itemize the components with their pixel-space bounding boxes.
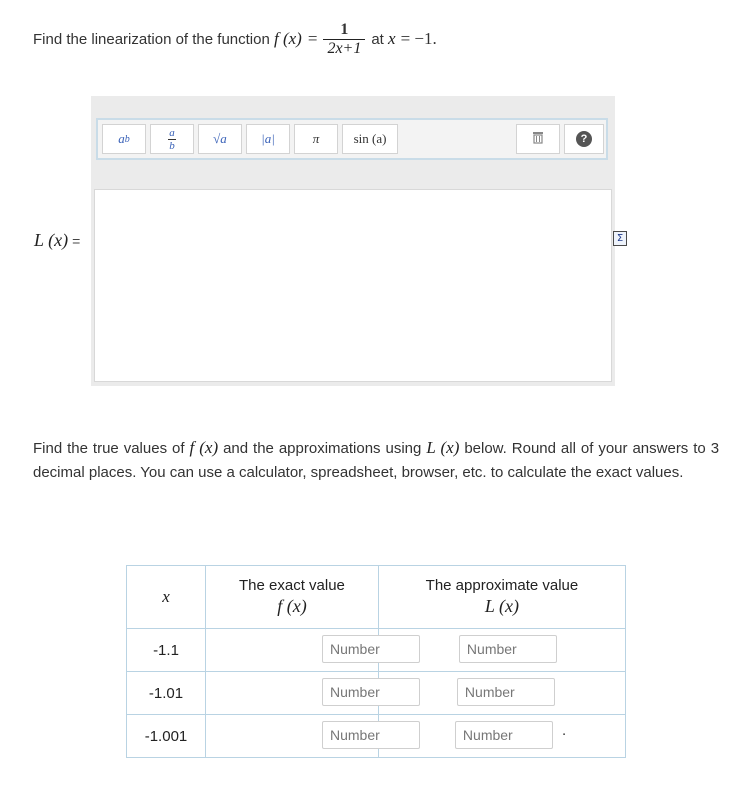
- answer-input-area[interactable]: [94, 189, 612, 382]
- sin-button[interactable]: sin (a): [342, 124, 398, 154]
- sqrt-button[interactable]: √a: [198, 124, 242, 154]
- equals-sign: =: [307, 29, 318, 48]
- fraction-numerator: 1: [340, 20, 349, 38]
- at-text: at: [371, 30, 384, 48]
- header-approx: The approximate value L (x): [378, 566, 625, 629]
- instructions-text: Find the true values of f (x) and the approximations using L (x) below. Round all of your answers to 3 decimal places. You can use a calculator, spreadsheet, browser, etc. to calculate the exact values.: [33, 438, 720, 481]
- clear-button[interactable]: [516, 124, 560, 154]
- question-text: [33, 14, 437, 64]
- table-row: [127, 629, 626, 672]
- header-exact: The exact value f (x): [206, 566, 379, 629]
- answer-label: L (x) =: [34, 230, 81, 250]
- formula-editor-icon[interactable]: Σ: [613, 231, 627, 246]
- table-row: [127, 672, 626, 715]
- math-toolbar: [96, 118, 608, 160]
- approx-input[interactable]: [459, 635, 557, 663]
- approx-input[interactable]: [455, 721, 553, 749]
- abs-button[interactable]: |a|: [246, 124, 290, 154]
- values-table: [126, 565, 626, 758]
- fraction-denominator: 2x+1: [327, 39, 362, 57]
- at-value: = −1.: [400, 29, 437, 48]
- help-button[interactable]: [564, 124, 604, 154]
- power-button[interactable]: a b: [102, 124, 146, 154]
- help-icon: ?: [576, 131, 592, 147]
- pi-button[interactable]: π: [294, 124, 338, 154]
- math-editor: [91, 96, 615, 386]
- trash-icon: [531, 130, 545, 148]
- table-row: [127, 715, 626, 758]
- question-prefix: Find the linearization of the function: [33, 30, 270, 48]
- fraction-button[interactable]: a b: [150, 124, 194, 154]
- x-value: -1.1: [127, 629, 206, 672]
- function-name: f (x): [274, 29, 302, 48]
- x-value: -1.01: [127, 672, 206, 715]
- approx-input[interactable]: [457, 678, 555, 706]
- trailing-period: .: [562, 722, 567, 739]
- x-value: -1.001: [127, 715, 206, 758]
- x-variable: x: [388, 29, 396, 48]
- function-fraction: [323, 21, 365, 58]
- header-x: x: [127, 566, 206, 629]
